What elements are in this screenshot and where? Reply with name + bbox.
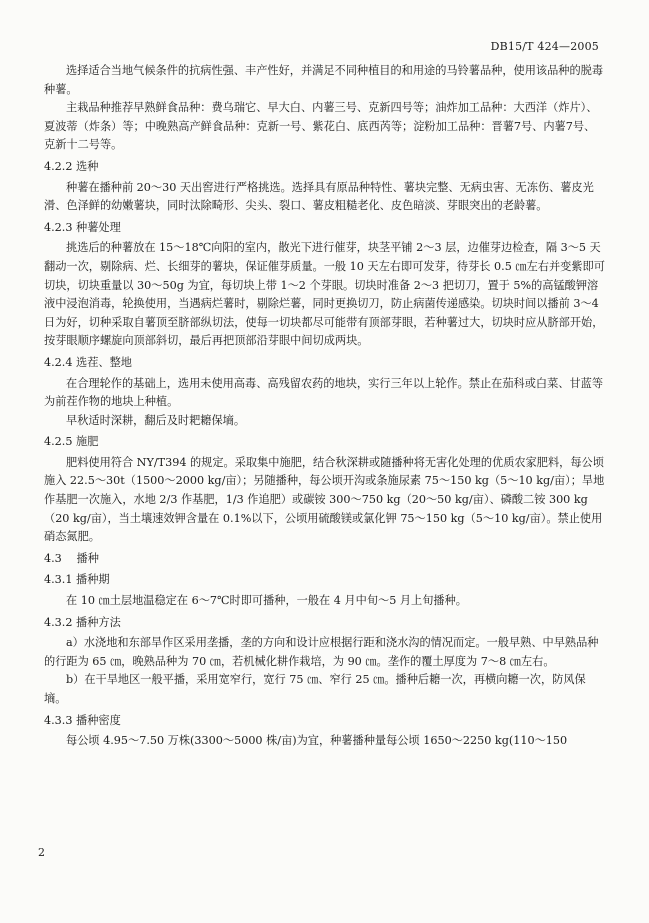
section-paragraph: 每公顷 4.95～7.50 万株(3300～5000 株/亩)为宜，种薯播种量每公顷 1650～2250 kg(110～150	[66, 734, 568, 748]
section-paragraph: b）在干旱地区一般平播，采用宽窄行，宽行 75 ㎝、窄行 25 ㎝。播种后耱一次，再横向耱一次，防风保墒。	[44, 673, 586, 705]
section-paragraph: 早秋适时深耕，翻后及时耙耱保墒。	[66, 413, 246, 427]
section-heading: 4.2.4 选茬、整地	[44, 355, 132, 369]
section-heading: 4.2.3 种薯处理	[44, 220, 121, 234]
section-paragraph: 种薯在播种前 20～30 天出窖进行严格挑选。选择具有原品种特性、薯块完整、无病虫害、无冻伤、薯皮光滑、色泽鲜的幼嫩薯块，同时汰除畸形、尖头、裂口、薯皮粗糙老化、皮色暗淡、芽眼突出的老龄薯。	[44, 180, 594, 213]
section-paragraph: a）水浇地和东部旱作区采用垄播，垄的方向和设计应根据行距和浇水沟的情况而定。一般早熟、中早熟品种的行距为 65 ㎝，晚熟品种为 70 ㎝，若机械化耕作栽培，为 90 ㎝。垄作的覆土厚度为 7～8 ㎝左右。	[44, 636, 599, 668]
section-heading: 4.2.5 施肥	[44, 435, 99, 449]
intro-paragraph: 主栽品种推荐早熟鲜食品种：费乌瑞它、早大白、内薯三号、克新四号等；油炸加工品种：大西洋（炸片）、夏波蒂（炸条）等；中晚熟高产鲜食品种：克新一号、紫花白、底西芮等；淀粉加工品种：晋薯7号、内薯7号、克新十二号等。	[44, 101, 598, 152]
section-heading: 4.2.2 选种	[44, 159, 99, 173]
section-paragraph: 挑选后的种薯放在 15～18℃向阳的室内，散光下进行催芽，块茎平铺 2～3 层，边催芽边检查，隔 3～5 天翻动一次，剔除病、烂、长细芽的薯块，保证催芽质量。一般 10 天左右即可发芽，待芽长 0.5 ㎝左右并变紫即可切块，切块重量以 30～50g 为宜，每切块上带 1～2 个芽眼。切块时准备 2～3 把切刀，置于 5%的高锰酸钾溶液中浸泡消毒，轮换使用，当遇病烂薯时，剔除烂薯，同时更换切刀，防止病菌传递感染。切块时间以播前 3～4 日为好，切种采取自薯顶至脐部纵切法，使每一切块都尽可能带有顶部芽眼，若种薯过大，切块时应从脐部开始，按芽眼顺序螺旋向顶部斜切，最后再把顶部沿芽眼中间切成两块。	[44, 241, 605, 348]
intro-paragraph: 选择适合当地气候条件的抗病性强、丰产性好，并满足不同种植目的和用途的马铃薯品种，使用该品种的脱毒种薯。	[44, 64, 604, 96]
page-number: 2	[38, 846, 45, 859]
standard-code: DB15/T 424—2005	[490, 40, 599, 53]
section-heading: 4.3 播种	[44, 551, 99, 565]
section-heading: 4.3.2 播种方法	[44, 615, 121, 629]
section-paragraph: 肥料使用符合 NY/T394 的规定。采取集中施肥，结合秋深耕或随播种将无害化处理的优质农家肥料，每公顷施入 22.5～30t（1500～2000 kg/亩）；另随播种，每公顷开沟或条施尿素 75～150 kg（5～10 kg/亩）；旱地作基肥一次施入，水地 2/3 作基肥，1/3 作追肥）或碳铵 300～750 kg（20～50 kg/亩）、磷酸二铵 300 kg（20 kg/亩），当土壤速效钾含量在 0.1%以下，公顷用硫酸镁或氯化钾 75～150 kg（5～10 kg/亩）。禁止使用硝态氮肥。	[44, 455, 605, 544]
section-paragraph: 在合理轮作的基础上，选用未使用高毒、高残留农药的地块，实行三年以上轮作。禁止在茄科或白菜、甘蓝等为前茬作物的地块上种植。	[44, 376, 604, 409]
section-heading: 4.3.3 播种密度	[44, 713, 121, 727]
section-paragraph: 在 10 ㎝土层地温稳定在 6～7℃时即可播种，一般在 4 月中旬～5 月上旬播种。	[66, 594, 467, 608]
document-body	[44, 62, 606, 751]
section-heading: 4.3.1 播种期	[44, 573, 110, 587]
